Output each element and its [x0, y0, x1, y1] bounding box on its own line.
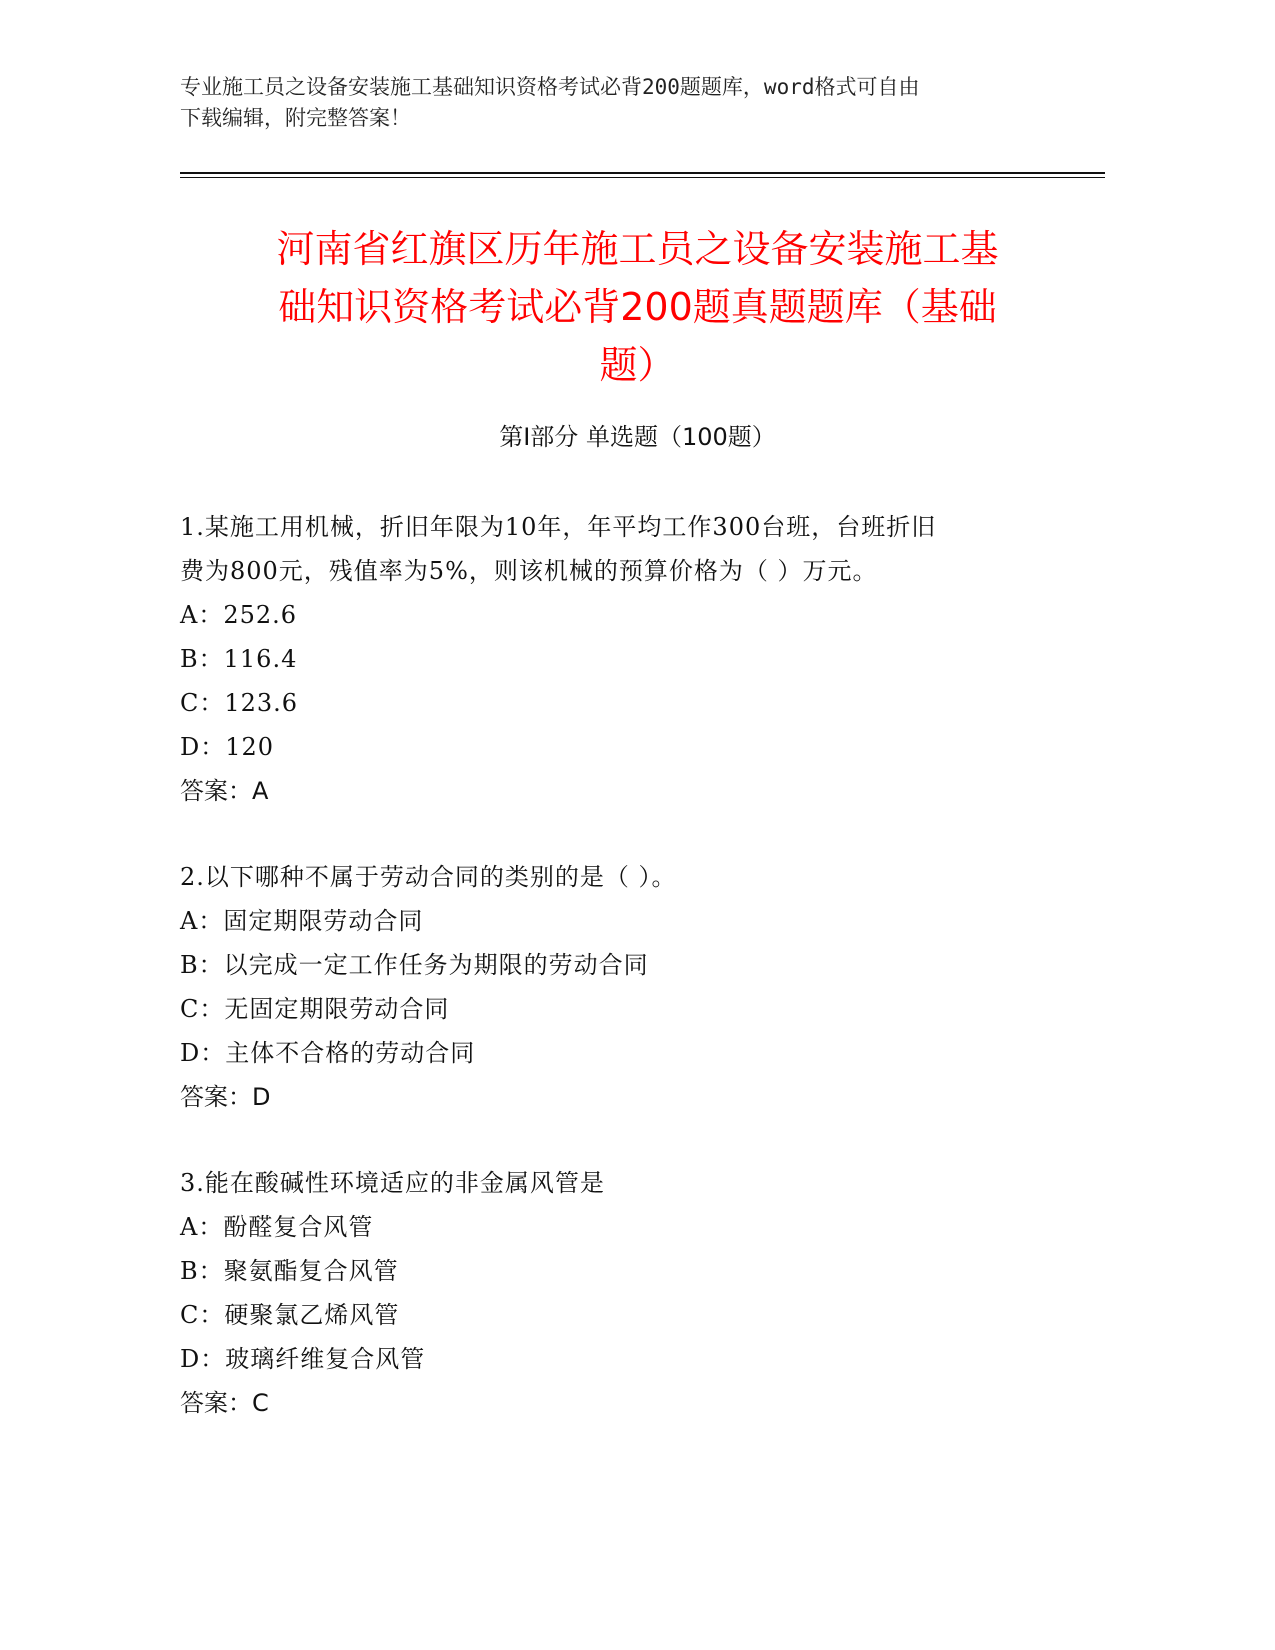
question-1 — [180, 505, 1060, 813]
answer-line: 答案：A — [180, 777, 269, 805]
option-a: A：252.6 — [180, 601, 298, 629]
option-b: B：116.4 — [180, 645, 298, 673]
answer-line: 答案：C — [180, 1389, 269, 1417]
question-list — [180, 505, 1060, 1467]
title-line-2: 础知识资格考试必背200题真题题库（基础 — [278, 285, 997, 329]
question-stem-continued: 费为800元，残值率为5%，则该机械的预算价格为（ ）万元。 — [180, 557, 878, 585]
title-line-1: 河南省红旗区历年施工员之设备安装施工基 — [276, 227, 999, 271]
option-c: C：硬聚氯乙烯风管 — [180, 1301, 400, 1329]
option-c: C：123.6 — [180, 689, 299, 717]
document-header — [180, 72, 1060, 134]
header-line-2: 下载编辑，附完整答案！ — [180, 106, 411, 130]
question-stem: 2.以下哪种不属于劳动合同的类别的是（ ）。 — [180, 863, 677, 891]
header-divider-thick — [180, 172, 1105, 174]
option-d: D：120 — [180, 733, 275, 761]
option-a: A：固定期限劳动合同 — [180, 907, 424, 935]
question-3 — [180, 1161, 1060, 1425]
option-a: A：酚醛复合风管 — [180, 1213, 374, 1241]
page-title — [180, 220, 1095, 394]
question-stem: 1.某施工用机械，折旧年限为10年，年平均工作300台班，台班折旧 — [180, 513, 937, 541]
header-line-1: 专业施工员之设备安装施工基础知识资格考试必背200题题库，word格式可自由 — [180, 75, 920, 99]
answer-line: 答案：D — [180, 1083, 271, 1111]
option-b: B：聚氨酯复合风管 — [180, 1257, 399, 1285]
option-d: D：主体不合格的劳动合同 — [180, 1039, 476, 1067]
question-2 — [180, 855, 1060, 1119]
title-line-3: 题） — [599, 343, 676, 387]
option-b: B：以完成一定工作任务为期限的劳动合同 — [180, 951, 649, 979]
section-heading: 第Ⅰ部分 单选题（100题） — [499, 423, 776, 451]
header-divider-thin — [180, 177, 1105, 178]
option-d: D：玻璃纤维复合风管 — [180, 1345, 426, 1373]
option-c: C：无固定期限劳动合同 — [180, 995, 450, 1023]
question-stem: 3.能在酸碱性环境适应的非金属风管是 — [180, 1169, 605, 1197]
